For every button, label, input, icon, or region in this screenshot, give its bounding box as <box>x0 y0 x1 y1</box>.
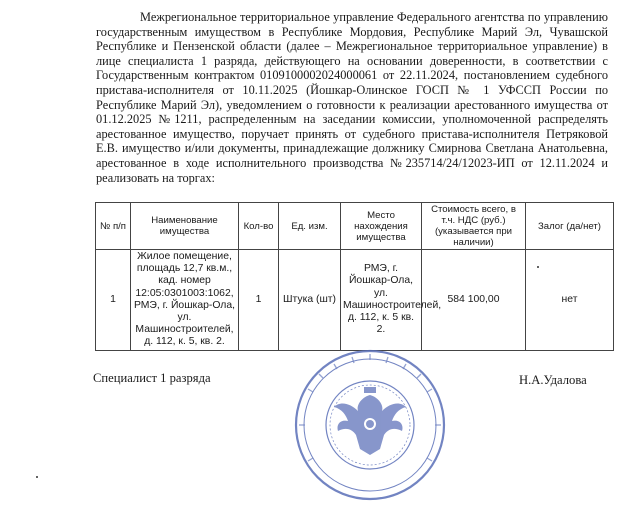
official-seal <box>290 345 450 505</box>
signer-name: Н.А.Удалова <box>519 373 587 387</box>
cell-location: РМЭ, г. Йошкар-Ола, ул. Машиностроителей, д. 112, к. 5 кв. 2. <box>341 250 422 351</box>
order-paragraph: Межрегиональное территориальное управление Федерального агентства по управлению государственным имуществом в Республике Мордовия, Республике Марий Эл, Чувашской Республике и Пензенской области (далее – Межрегиональное территориальное управление) в лице специалиста 1 разряда, действующего на основании доверенности, в соответствии с Государственным контрактом 0109100002024000061 от 22.11.2024, постановлением судебного пристава-исполнителя от 10.11.2025 (Йошкар-Олинское ГОСП № 1 УФССП России по Республике Марий Эл), уведомлением о готовности к реализации арестованного имущества от 01.12.2025 №1211, распределенным на заседании комиссии, уполномоченной распределять арестованное имущество, поручает принять от судебного пристава-исполнителя Петряковой Е.В. имущество и/или документы, принадлежащие должнику Смирнова Светлана Анатольевна, арестованное в ходе исполнительного производства №235714/24/12023-ИП от 12.11.2024 и реализовать на торгах: <box>96 10 608 185</box>
table-row <box>96 250 614 351</box>
header-location: Место нахождения имущества <box>341 203 422 250</box>
header-cost: Стоимость всего, в т.ч. НДС (руб.) (указывается при наличии) <box>422 203 526 250</box>
speck-mark <box>537 266 539 268</box>
header-qty: Кол-во <box>239 203 279 250</box>
cell-unit: Штука (шт) <box>279 250 341 351</box>
signer-title: Специалист 1 разряда <box>93 371 211 385</box>
header-pledge: Залог (да/нет) <box>526 203 614 250</box>
table-header-row <box>96 203 614 250</box>
cell-name: Жилое помещение, площадь 12,7 кв.м., кад. номер 12:05:0301003:1062, РМЭ, г. Йошкар-Ола, ул. Машиностроителей, д. 112, к. 5, кв. 2. <box>131 250 239 351</box>
property-table <box>95 202 614 351</box>
header-num: № п/п <box>96 203 131 250</box>
header-name: Наименование имущества <box>131 203 239 250</box>
cell-pledge: нет <box>526 250 614 351</box>
cell-qty: 1 <box>239 250 279 351</box>
header-unit: Ед. изм. <box>279 203 341 250</box>
cell-cost: 584 100,00 <box>422 250 526 351</box>
speck-mark <box>36 476 38 478</box>
cell-num: 1 <box>96 250 131 351</box>
